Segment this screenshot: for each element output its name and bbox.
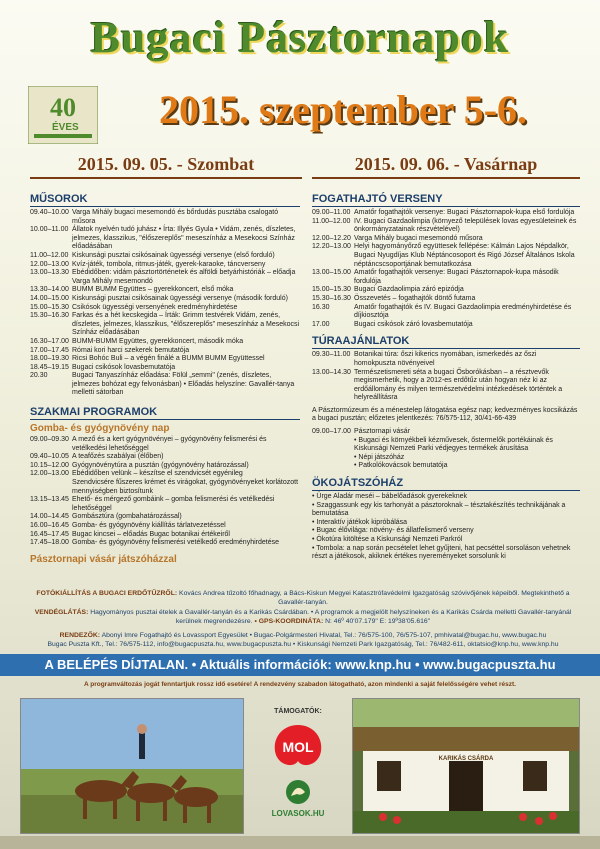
list-item: • Interaktív játékok kipróbálása [312,518,408,526]
oko-title: ÖKOJÁTSZÓHÁZ [312,477,580,491]
schedule-desc: BUMM BUMM Együttes – gyerekkoncert, első móka [72,286,234,294]
schedule-desc: Varga Mihály bugaci mesemondó és bőrdudás pusztába csalogató műsora [72,209,279,225]
schedule-row [30,226,300,252]
schedule-row [30,347,300,356]
schedule-desc: Bugac kincsei – előadás Bugac botanikai értékeiről [72,530,230,538]
schedule-desc: Ricsi Bohóc Buli – a végén finálé a BUMM BUMM Együttessel [72,355,265,363]
day2-header: 2015. 09. 06. - Vasárnap [312,150,580,179]
entry-banner: A BELÉPÉS DÍJTALAN. • Aktuális információk: www.knp.hu • www.bugacpuszta.hu [0,654,600,676]
schedule-time: 09.30–11.00 [312,351,351,359]
musorok-list [30,209,300,398]
foto-label: FOTÓKIÁLLÍTÁS A BUGACI ERDŐTŰZRŐL: [36,590,178,597]
list-item: • Patkolókovácsok bemutatója [354,462,448,470]
schedule-desc: IV. Bugaci Gazdaolimpia (környező települések lovas egyesületeinek és önkormányzatainak részvételével) [354,217,577,234]
schedule-row [30,252,300,261]
schedule-time: 11.00–12.00 [312,217,351,225]
vendeg-label: VENDÉGLÁTÁS: [34,608,89,616]
schedule-row [30,304,300,313]
day1-header: 2015. 09. 05. - Szombat [30,150,302,179]
schedule-time: 16.45–17.45 [30,530,69,538]
schedule-desc: Amatőr fogathajtók versenye: Bugaci Pásztornapok-kupa első fordulója [354,209,575,216]
schedule-desc: A teafőzés szabályai (élőben) [72,453,164,461]
schedule-time: 18.00–19.30 [30,355,69,363]
schedule-row [312,351,580,368]
schedule-row [30,355,300,364]
szakmai-title: SZAKMAI PROGRAMOK [30,406,300,420]
poster-title: Bugaci Pásztornapok [90,13,510,62]
tura-title: TÚRAAJÁNLATOK [312,335,580,349]
schedule-row [312,295,580,304]
rendezok-label: RENDEZŐK: [59,631,101,639]
list-item: • Ürge Aladár meséi – bábelőadások gyerekeknek [312,493,467,501]
disclaimer: A programváltozás jogát fenntartjuk rossz idő esetére! A rendezvény szabadon látogatható, azon mindenki a saját felelősségére vehet részt. [83,681,516,688]
list-item: • Tombola: a nap során pecsételet lehet gyűjteni, hat pecséttel sorsoláson vehetnek részt a játékosok, akiknek értékes nyereményeket sorsolunk ki [312,544,571,561]
schedule-row [30,531,300,540]
tura-list [312,351,580,403]
schedule-desc: Bugaci csikósok záró lovasbemutatója [354,320,473,328]
schedule-row [312,286,580,295]
day1-column [30,193,300,567]
schedule-desc: Gomba- és gyógynövény felismerési vetélkedő eredményhirdetése [72,539,279,547]
schedule-time: 09.40–10.00 [30,209,69,216]
gps-label: • GPS-KOORDINÁTA: [254,618,324,626]
schedule-row [312,304,580,321]
schedule-row [30,436,300,453]
schedule-time: 18.45–19.15 [30,363,69,371]
schedule-row [30,364,300,373]
schedule-row [30,261,300,270]
foto-text: Kovács Andrea tűzoltó főhadnagy, a Bács-Kiskun Megyei Katasztrófavédelmi Igazgatóság szóvivőjének képeiből. Megtekinthető a Gavallér-tanyán. [179,590,570,607]
schedule-row [30,312,300,338]
schedule-row [312,235,580,244]
footer-bar [0,836,600,849]
schedule-desc: Kvíz-játék, tombola, ritmus-játék, gyerek-karaoke, táncverseny [72,260,266,268]
szakmai-subtitle: Gomba- és gyógynövény nap [30,423,170,435]
schedule-time: 10.00–11.00 [30,226,69,234]
schedule-desc: Kiskunsági pusztai csikósainak ügyességi versenye (első forduló) [72,251,275,259]
schedule-time: 10.15–12.00 [30,461,69,469]
schedule-row [312,243,580,269]
list-item: • Bugac élővilága: növény- és állatfelismerő verseny [312,527,474,535]
mol-logo [263,721,333,771]
tura-note: A Pásztormúzeum és a ménestelep látogatása egész nap; kedvezményes kocsikázás a bugaci pusztán; előzetes jelentkezés: 76/575-112, 30/41-66-439 [312,406,578,423]
schedule-time: 15.30–16.30 [30,312,69,320]
vasar-list [354,437,580,471]
schedule-time: 16.30–17.00 [30,337,69,345]
schedule-row [30,470,300,479]
schedule-time: 13.15–13.45 [30,496,69,504]
csarda-sign: KARIKÁS CSÁRDA [438,756,494,762]
schedule-desc: Ebédidőben: vidám pásztortörténetek és alföldi betyárhistóriák – előadja Varga Mihály mesemondó [72,269,296,285]
logo-number: 40 [50,93,76,122]
day2-column [312,193,580,562]
szakmai-list [30,436,300,548]
vasar-row [312,428,580,437]
schedule-row [312,321,580,330]
schedule-desc: Állatok nyelvén tudó juhász • Írta: Illyés Gyula • Vidám, zenés, díszletes, jelmezes, klasszikus, "élőszereplős" meseszínház a Mesekocsi Színház előadásában [72,226,296,251]
schedule-time: 09.00–11.00 [312,209,351,216]
anniversary-logo [28,86,98,144]
schedule-time: 16.30 [312,303,330,311]
szakmai-footer: Pásztornapi vásár játszóházzal [30,553,177,565]
schedule-desc: Bugaci csikósok lovasbemutatója [72,363,176,371]
schedule-time: 12.20–13.00 [312,243,351,251]
schedule-time: 17.00–17.45 [30,346,69,354]
schedule-desc: Farkas és a hét kecskegida – Írták: Grimm testvérek Vidám, zenés, díszletes, jelmezes, klasszikus, "élőszereplős" meseszínház a Mesekocsi Színház előadásában [72,312,300,337]
schedule-desc: Botanikai túra: őszi kikerics nyomában, ismerkedés az őszi homokpuszta növényeivel [354,351,537,367]
schedule-row [30,372,300,398]
lovasok-logo [263,776,333,820]
schedule-row [30,462,300,471]
schedule-time: 12.00–12.20 [312,234,351,242]
schedule-row [312,269,580,286]
schedule-row [30,539,300,548]
schedule-time: 15.30–16.30 [312,294,351,302]
rendezok-text: Abonyi Imre Fogathajtó és Lovassport Egyesület • Bugac-Polgármesteri Hivatal, Tel.: 76/575-100, 76/575-107, pmhivatal@bugac.hu, www.bugac.hu [101,631,547,639]
schedule-row [30,269,300,286]
oko-list [312,493,580,562]
event-date: 2015. szeptember 5-6. [158,87,528,132]
schedule-desc: Gombásztúra (gombahatározással) [72,513,182,521]
schedule-desc: Varga Mihály bugaci mesemondó műsora [354,234,483,242]
schedule-desc: Bugaci Tanyaszínház előadása: Fölül „semmi" (zenés, díszletes, jelmezes bohózat egy felvonásban) • Előadás helyszíne: Gavallér-tanya melletti sátorban [72,372,295,397]
schedule-row [30,453,300,462]
schedule-desc: Kiskunsági pusztai csikósainak ügyességi versenye (második forduló) [72,294,288,302]
rendezok-text2: Bugac Puszta Kft., Tel.: 76/575-112, info@bugacpuszta.hu, www.bugacpuszta.hu • Kiskunsági Nemzeti Park Igazgatóság, Tel.: 76/482-611, oktatsio@knp.hu, www.knp.hu [47,641,559,649]
vasar-time: 09.00–17.00 [312,428,351,436]
schedule-time: 14.00–14.45 [30,513,69,521]
musorok-title: MŰSOROK [30,193,300,207]
schedule-row [30,295,300,304]
schedule-time: 09.00–09.30 [30,436,69,444]
schedule-time: 09.40–10.05 [30,453,69,461]
vasar-title: Pásztornapi vásár [354,428,411,436]
schedule-row [30,479,300,496]
schedule-desc: Összevetés – fogathajtók döntő futama [354,294,476,302]
csarda-photo [352,698,580,834]
schedule-desc: Ebédidőben velünk – készítse el szendvicsét egyénileg [72,470,243,478]
schedule-row [30,286,300,295]
schedule-time: 15.00–15.30 [312,286,351,294]
schedule-time: 16.00–16.45 [30,522,69,529]
list-item: • Ökotúra kitöltése a Kiskunsági Nemzeti Parkról [312,536,463,543]
horses-photo [20,698,244,834]
mol-logo-text: MOL [282,739,314,755]
schedule-time: 13.30–14.00 [30,286,69,294]
gps-text: N: 46º 40'07.179" E: 19º38'05.616" [325,618,431,626]
schedule-desc: Gyógynövénytúra a pusztán (gyógynövény határozással) [72,461,249,469]
schedule-row [312,209,580,218]
logo-text: ÉVES [52,122,79,133]
schedule-time: 15.00–15.30 [30,303,69,311]
list-item: • Bugaci és környékbeli kézművesek, őstermelők portékáinak és Kiskunsági Nemzeti Parki védjegyes termékek árusítása [354,436,553,453]
info-block [26,589,580,649]
schedule-time: 14.00–15.00 [30,294,69,302]
fogathajto-list [312,209,580,329]
schedule-desc: BUMM-BUMM Együttes, gyerekkoncert, második móka [72,337,244,345]
schedule-desc: Bugaci Gazdaolimpia záró epizódja [354,286,464,294]
schedule-time: 13.00–13.30 [30,269,69,277]
schedule-desc: Amatőr fogathajtók versenye: Bugaci Pásztornapok-kupa második fordulója [354,269,559,285]
list-item: • Szaggassunk egy kis tarhonyát a pásztoroknak – tésztakészítés technikájának a bemutatása [312,501,566,518]
schedule-time [30,479,72,496]
vendeg-text: Hagyományos pusztai ételek a Gavallér-tanyán és a Karikás Csárdában. • A programok a megjelölt helyszíneken és a Karikás Csárda melletti Gavallér-tanyánál kerülnek megrendezésre. [90,608,572,626]
schedule-time: 13.00–14.30 [312,368,351,376]
schedule-time: 13.00–15.00 [312,269,351,277]
schedule-row [30,513,300,522]
schedule-desc: Szendvicsére fűszeres krémet és virágokat, gyógynövényeket korlátozott mennyiségben biztosítunk [72,479,299,495]
schedule-desc: Természetismereti séta a bugaci Ősborókásban – a résztvevők megismerhetik, hogy a 2012-es erdőtűz után hogyan néz ki az erdőállomány és milyen természetvédelmi intézkedések történtek a helyreállításra [354,368,563,402]
schedule-time: 12.00–13.00 [30,470,69,478]
schedule-desc: Amatőr fogathajtók és IV. Bugaci Gazdaolimpia eredményhirdetése és díjkiosztója [354,303,572,320]
schedule-row [30,496,300,513]
schedule-time: 12.00–13.00 [30,260,69,268]
schedule-desc: Római kori harci szekerek bemutatója [72,346,190,354]
schedule-desc: A mező és a kert gyógynövényei – gyógynövény felismerési és vetélkedési lehetőséggel [72,436,267,452]
sponsors-box [252,698,344,832]
schedule-row [312,218,580,235]
fogathajto-title: FOGATHAJTÓ VERSENY [312,193,580,207]
schedule-row [30,522,300,531]
schedule-time: 20.30 [30,372,48,380]
schedule-desc: Ehető- és mérgező gombáink – gomba felismerési és vetélkedési lehetőséggel [72,496,275,512]
schedule-desc: Gomba- és gyógynövény kiállítás tárlatvezetéssel [72,522,226,529]
schedule-row [312,369,580,403]
lovasok-logo-text: LOVASOK.HU [271,809,325,818]
sponsors-label: TÁMOGATÓK: [274,708,322,715]
schedule-desc: Helyi hagyományőrző együttesek fellépése: Kálmán Lajos Népdalkör, Bugaci Nyugdíjas Klub Néptáncosoport és Rigó József Általános Iskola néptáncscsoportjának bemutatkozása [354,243,575,268]
schedule-row [30,338,300,347]
list-item: • Népi játszóház [354,453,405,461]
schedule-row [30,209,300,226]
schedule-time: 17.00 [312,320,330,328]
schedule-time: 17.45–18.00 [30,539,69,547]
schedule-desc: Csikósok ügyességi versenyének eredményhirdetése [72,303,238,311]
schedule-time: 11.00–12.00 [30,251,69,259]
